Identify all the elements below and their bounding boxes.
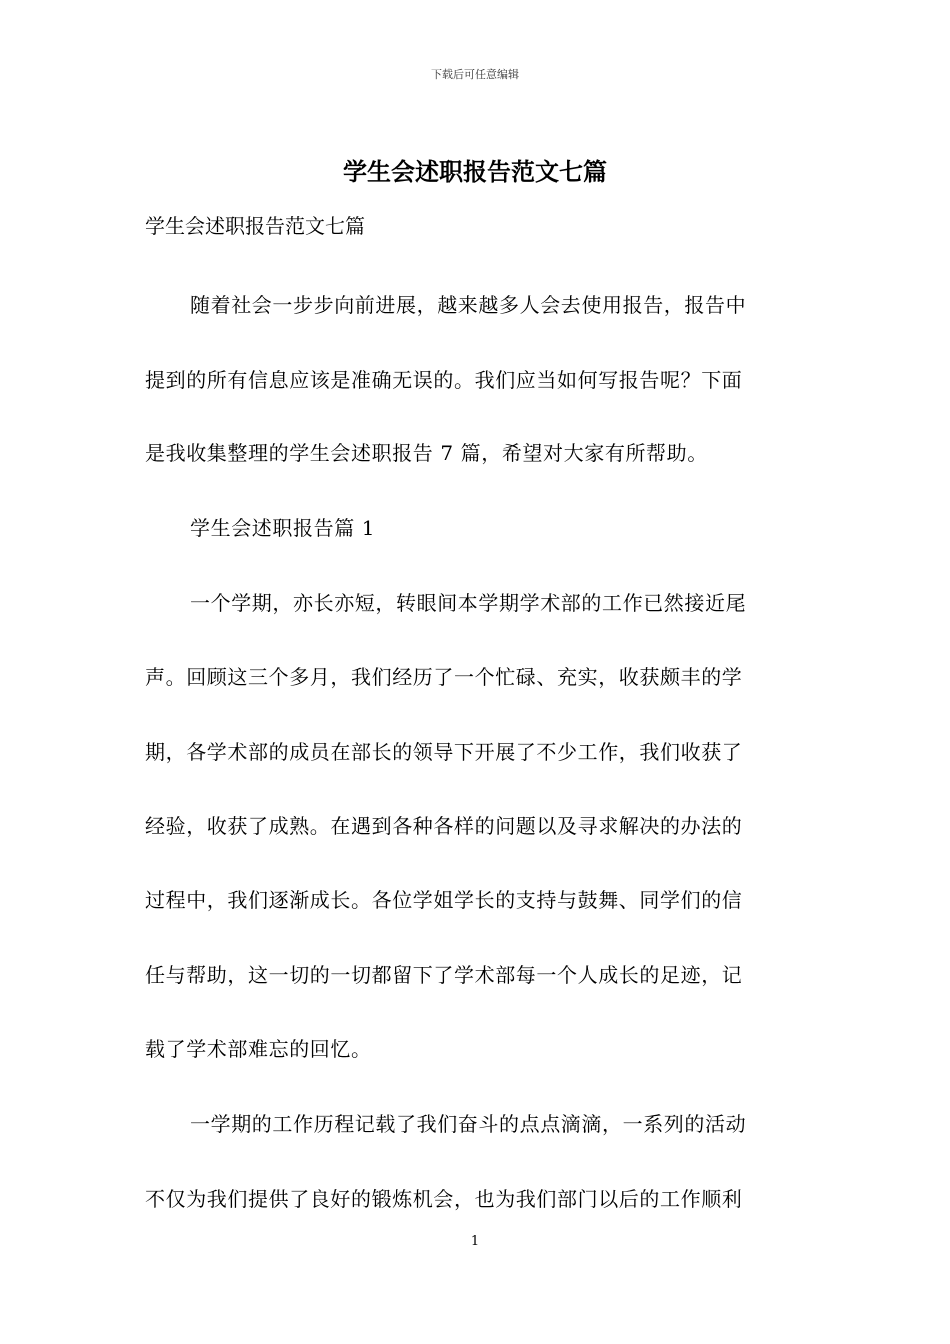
text-line: 过程中，我们逐渐成长。各位学姐学长的支持与鼓舞、同学们的信: [145, 888, 743, 912]
text-line: 提到的所有信息应该是准确无误的。我们应当如何写报告呢？下面: [145, 368, 743, 392]
header-note: 下载后可任意编辑: [431, 68, 519, 81]
document-title: 学生会述职报告范文七篇: [343, 157, 607, 186]
document-subtitle: 学生会述职报告范文七篇: [145, 214, 365, 238]
text-line: 经验，收获了成熟。在遇到各种各样的问题以及寻求解决的办法的: [145, 814, 743, 838]
text-line: 任与帮助，这一切的一切都留下了学术部每一个人成长的足迹，记: [145, 963, 743, 987]
text-line: 一个学期，亦长亦短，转眼间本学期学术部的工作已然接近尾: [190, 591, 747, 615]
text-line: 声。回顾这三个多月，我们经历了一个忙碌、充实，收获颇丰的学: [145, 665, 743, 689]
text-line: 一学期的工作历程记载了我们奋斗的点点滴滴，一系列的活动: [190, 1112, 747, 1136]
text-line: 是我收集整理的学生会述职报告 7 篇，希望对大家有所帮助。: [145, 441, 708, 465]
text-line: 载了学术部难忘的回忆。: [145, 1037, 372, 1061]
text-line: 不仅为我们提供了良好的锻炼机会，也为我们部门以后的工作顺利: [145, 1187, 743, 1211]
text-line: 随着社会一步步向前进展，越来越多人会去使用报告，报告中: [190, 293, 747, 317]
section-heading: 学生会述职报告篇 1: [190, 516, 376, 540]
page-number: 1: [470, 1234, 480, 1249]
text-line: 期，各学术部的成员在部长的领导下开展了不少工作，我们收获了: [145, 740, 743, 764]
